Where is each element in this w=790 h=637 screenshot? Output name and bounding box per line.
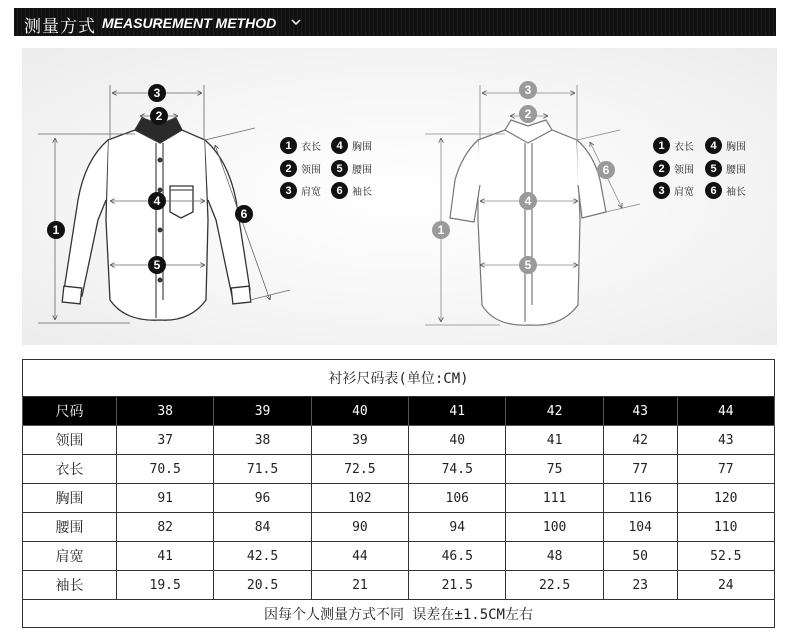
- header-label: 尺码: [23, 397, 117, 426]
- legend-item: [280, 160, 321, 177]
- svg-text:1: 1: [437, 223, 445, 237]
- table-cell: 82: [117, 513, 214, 542]
- legend-number: 3: [653, 182, 670, 199]
- legend-item: [331, 182, 372, 199]
- table-cell: 48: [506, 542, 603, 571]
- svg-text:2: 2: [524, 107, 532, 121]
- table-caption: 衬衫尺码表(单位:CM): [23, 360, 775, 397]
- table-cell: 24: [677, 571, 774, 600]
- table-row: [23, 513, 775, 542]
- table-cell: 90: [311, 513, 408, 542]
- table-header-row: [23, 397, 775, 426]
- table-cell: 40: [409, 426, 506, 455]
- table-cell: 23: [603, 571, 677, 600]
- legend-label: 胸围: [726, 142, 746, 153]
- svg-text:5: 5: [524, 258, 532, 272]
- legend-item: [705, 160, 746, 177]
- header-title-cn: 测量方式: [24, 17, 96, 37]
- legend-number: 2: [280, 160, 297, 177]
- legend-item: [705, 182, 746, 199]
- table-cell: 94: [409, 513, 506, 542]
- legend-label: 衣长: [674, 142, 694, 153]
- table-cell: 42.5: [214, 542, 311, 571]
- legend-label: 腰围: [352, 165, 372, 176]
- size-header: 41: [409, 397, 506, 426]
- legend-label: 衣长: [301, 142, 321, 153]
- table-cell: 91: [117, 484, 214, 513]
- legend-item: [705, 137, 746, 154]
- svg-text:1: 1: [52, 223, 60, 237]
- table-cell: 96: [214, 484, 311, 513]
- table-cell: 116: [603, 484, 677, 513]
- legend-number: 3: [280, 182, 297, 199]
- legend-item: [331, 137, 372, 154]
- size-header: 43: [603, 397, 677, 426]
- legend-label: 肩宽: [674, 187, 694, 198]
- table-cell: 21.5: [409, 571, 506, 600]
- table-cell: 74.5: [409, 455, 506, 484]
- table-cell: 20.5: [214, 571, 311, 600]
- size-header: 39: [214, 397, 311, 426]
- legend-label: 袖长: [352, 187, 372, 198]
- table-note: 因每个人测量方式不同 误差在±1.5CM左右: [23, 600, 775, 628]
- row-label: 袖长: [23, 571, 117, 600]
- legend-number: 4: [705, 137, 722, 154]
- table-caption-row: [23, 360, 775, 397]
- table-note-row: [23, 600, 775, 628]
- legend-label: 胸围: [352, 142, 372, 153]
- size-table: [22, 359, 775, 628]
- svg-text:4: 4: [524, 194, 532, 208]
- legend-number: 6: [705, 182, 722, 199]
- row-label: 领围: [23, 426, 117, 455]
- table-cell: 37: [117, 426, 214, 455]
- table-cell: 70.5: [117, 455, 214, 484]
- table-cell: 106: [409, 484, 506, 513]
- row-label: 腰围: [23, 513, 117, 542]
- legend-item: [280, 137, 321, 154]
- table-row: [23, 542, 775, 571]
- row-label: 胸围: [23, 484, 117, 513]
- svg-text:2: 2: [155, 109, 163, 123]
- table-cell: 84: [214, 513, 311, 542]
- svg-text:4: 4: [153, 194, 161, 208]
- table-cell: 77: [677, 455, 774, 484]
- long-sleeve-shirt: [62, 118, 251, 320]
- table-cell: 19.5: [117, 571, 214, 600]
- table-cell: 120: [677, 484, 774, 513]
- table-cell: 52.5: [677, 542, 774, 571]
- size-header: 42: [506, 397, 603, 426]
- legend-label: 肩宽: [301, 187, 321, 198]
- table-cell: 41: [506, 426, 603, 455]
- table-cell: 72.5: [311, 455, 408, 484]
- legend-number: 5: [331, 160, 348, 177]
- svg-text:5: 5: [153, 258, 161, 272]
- table-cell: 104: [603, 513, 677, 542]
- table-cell: 77: [603, 455, 677, 484]
- table-cell: 50: [603, 542, 677, 571]
- svg-text:3: 3: [153, 86, 161, 100]
- table-cell: 75: [506, 455, 603, 484]
- table-cell: 100: [506, 513, 603, 542]
- table-cell: 46.5: [409, 542, 506, 571]
- table-cell: 43: [677, 426, 774, 455]
- table-cell: 21: [311, 571, 408, 600]
- table-cell: 38: [214, 426, 311, 455]
- svg-text:3: 3: [524, 83, 532, 97]
- legend-number: 5: [705, 160, 722, 177]
- legend-item: [653, 137, 694, 154]
- legend-item: [280, 182, 321, 199]
- size-header: 44: [677, 397, 774, 426]
- table-cell: 42: [603, 426, 677, 455]
- table-row: [23, 484, 775, 513]
- table-row: [23, 426, 775, 455]
- table-cell: 39: [311, 426, 408, 455]
- table-cell: 71.5: [214, 455, 311, 484]
- legend-number: 4: [331, 137, 348, 154]
- table-cell: 102: [311, 484, 408, 513]
- header-title-en: MEASUREMENT METHOD: [102, 15, 277, 31]
- legend-number: 1: [653, 137, 670, 154]
- row-label: 肩宽: [23, 542, 117, 571]
- legend-item: [653, 160, 694, 177]
- table-cell: 110: [677, 513, 774, 542]
- legend-label: 袖长: [726, 187, 746, 198]
- svg-text:6: 6: [602, 163, 610, 177]
- legend-label: 腰围: [726, 165, 746, 176]
- legend-item: [653, 182, 694, 199]
- legend-number: 1: [280, 137, 297, 154]
- legend-number: 2: [653, 160, 670, 177]
- legend-item: [331, 160, 372, 177]
- short-sleeve-shirt: [450, 120, 606, 325]
- table-row: [23, 455, 775, 484]
- svg-text:6: 6: [240, 207, 248, 221]
- size-header: 40: [311, 397, 408, 426]
- table-cell: 44: [311, 542, 408, 571]
- table-row: [23, 571, 775, 600]
- legend-label: 领围: [674, 165, 694, 176]
- legend-label: 领围: [301, 165, 321, 176]
- row-label: 衣长: [23, 455, 117, 484]
- table-cell: 22.5: [506, 571, 603, 600]
- table-cell: 111: [506, 484, 603, 513]
- table-cell: 41: [117, 542, 214, 571]
- legend-number: 6: [331, 182, 348, 199]
- size-header: 38: [117, 397, 214, 426]
